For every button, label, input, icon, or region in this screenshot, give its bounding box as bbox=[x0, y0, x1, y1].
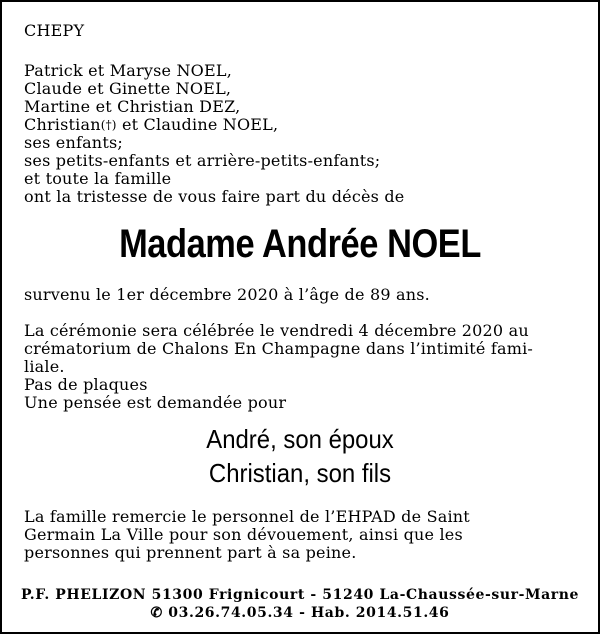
thanks-line-3: personnes qui prennent part à sa peine. bbox=[24, 543, 357, 562]
ceremony-line-3: liale. bbox=[24, 357, 65, 376]
family-line-1: Patrick et Maryse NOEL, bbox=[24, 61, 232, 80]
ceremony-line-1: La cérémonie sera célébrée le vendredi 4 décembre 2020 au bbox=[24, 321, 529, 340]
phone-line: ✆ 03.26.74.05.34 - Hab. 2014.51.46 bbox=[150, 605, 450, 621]
town-name: CHEPY bbox=[24, 21, 85, 40]
remembered-son: Christian, son fils bbox=[208, 458, 392, 488]
family-line-6: ses petits-enfants et arrière-petits-enfants; bbox=[24, 151, 381, 170]
no-plaques-line: Pas de plaques bbox=[24, 375, 148, 394]
family-line-7: et toute la famille bbox=[24, 169, 172, 188]
family-line-8: ont la tristesse de vous faire part du décès de bbox=[24, 187, 405, 206]
thought-request-line: Une pensée est demandée pour bbox=[24, 393, 287, 412]
family-line-4 bbox=[24, 116, 278, 134]
remembered-spouse: André, son époux bbox=[206, 424, 394, 454]
family-line-4-name: Christian bbox=[24, 115, 101, 134]
passing-date: survenu le 1er décembre 2020 à l’âge de 89 ans. bbox=[24, 285, 430, 304]
funeral-home-line: P.F. PHELIZON 51300 Frignicourt - 51240 La-Chaussée-sur-Marne bbox=[20, 587, 580, 603]
family-line-3: Martine et Christian DEZ, bbox=[24, 97, 241, 116]
ceremony-line-2: crématorium de Chalons En Champagne dans l’intimité fami- bbox=[24, 339, 534, 358]
thanks-line-1: La famille remercie le personnel de l’EHPAD de Saint bbox=[24, 507, 470, 526]
family-line-5: ses enfants; bbox=[24, 133, 123, 152]
family-line-4-rest: et Claudine NOEL, bbox=[116, 115, 279, 134]
thanks-line-2: Germain La Ville pour son dévouement, ainsi que les bbox=[24, 525, 463, 544]
family-line-2: Claude et Ginette NOEL, bbox=[24, 79, 232, 98]
deceased-name: Madame Andrée NOEL bbox=[119, 222, 481, 266]
cross-symbol: (†) bbox=[100, 118, 117, 132]
